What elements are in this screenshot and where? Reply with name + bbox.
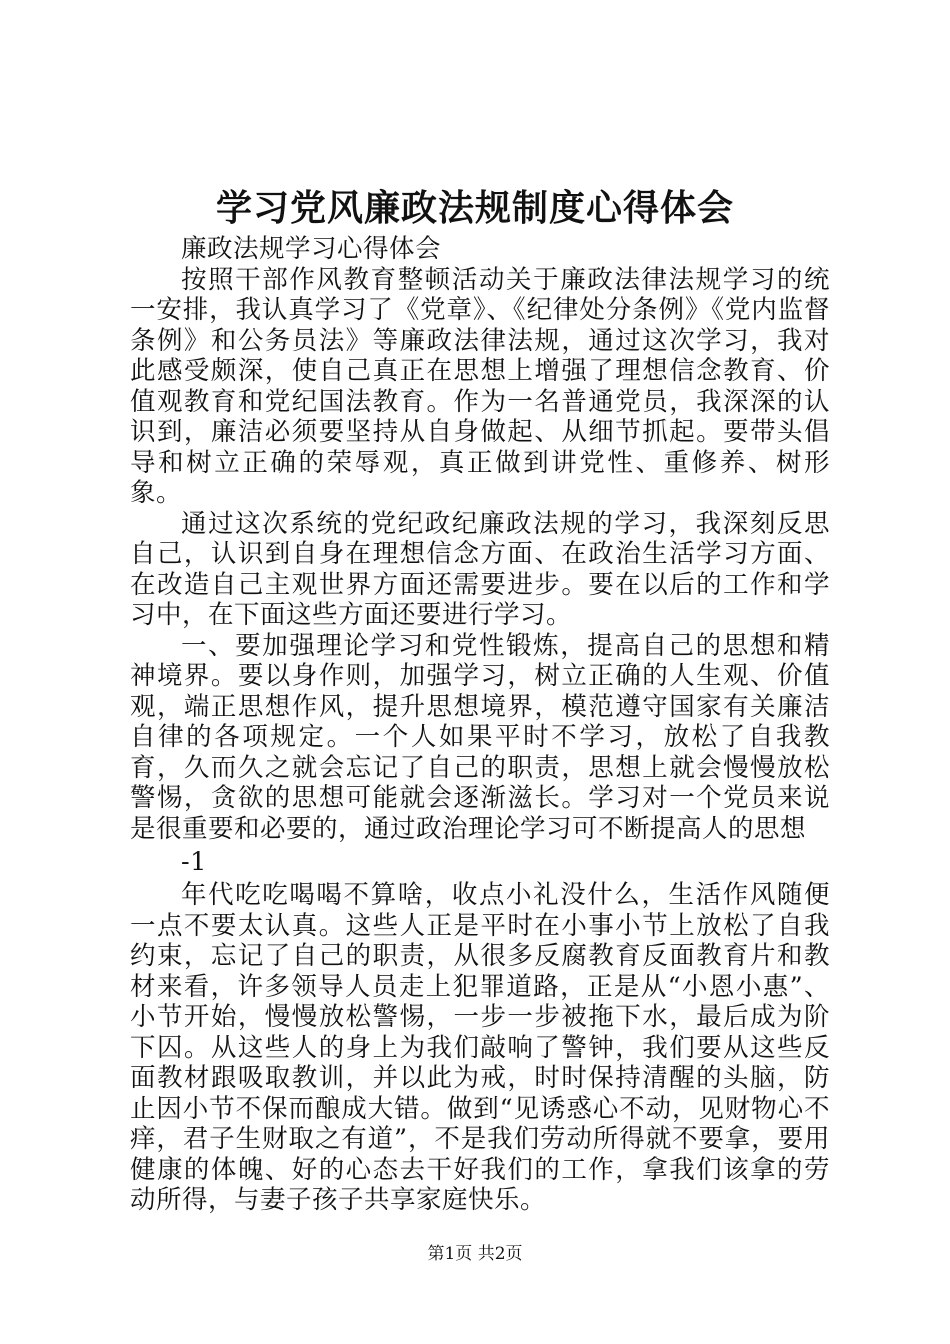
paragraph: 按照干部作风教育整顿活动关于廉政法律法规学习的统一安排，我认真学习了《党章》、《纪律处分条例》《党内监督条例》和公务员法》等廉政法律法规，通过这次学习，我对此感受颇深，使自己真正在思想上增强了理想信念教育、价值观教育和党纪国法教育。作为一名普通党员，我深深的认识到，廉洁必须要坚持从自身做起、从细节抓起。要带头倡导和树立正确的荣辱观，真正做到讲党性、重修养、树形象。 [130, 264, 830, 508]
page-break-marker: -1 [181, 847, 207, 877]
paragraph: 一、要加强理论学习和党性锻炼，提高自己的思想和精神境界。要以身作则，加强学习，树立正确的人生观、价值观，端正思想作风，提升思想境界，模范遵守国家有关廉洁自律的各项规定。一个人如果平时不学习，放松了自我教育，久而久之就会忘记了自己的职责，思想上就会慢慢放松警惕，贪欲的思想可能就会逐渐滋长。学习对一个党员来说是很重要和必要的，通过政治理论学习可不断提高人的思想 [130, 630, 830, 844]
document-body [130, 234, 830, 1216]
paragraph: 年代吃吃喝喝不算啥，收点小礼没什么，生活作风随便一点不要太认真。这些人正是平时在小事小节上放松了自我约束，忘记了自己的职责，从很多反腐教育反面教育片和教材来看，许多领导人员走上犯罪道路，正是从“小恩小惠”、小节开始，慢慢放松警惕，一步一步被拖下水，最后成为阶下囚。从这些人的身上为我们敲响了警钟，我们要从这些反面教材跟吸取教训，并以此为戒，时时保持清醒的头脑，防止因小节不保而酿成大错。做到“见诱惑心不动，见财物心不痒，君子生财取之有道”，不是我们劳动所得就不要拿，要用健康的体魄、好的心态去干好我们的工作，拿我们该拿的劳动所得，与妻子孩子共享家庭快乐。 [130, 880, 830, 1215]
document-title: 学习党风廉政法规制度心得体会 [215, 187, 734, 229]
paragraph: 通过这次系统的党纪政纪廉政法规的学习，我深刻反思自己，认识到自身在理想信念方面、在政治生活学习方面、在改造自己主观世界方面还需要进步。要在以后的工作和学习中，在下面这些方面还要进行学习。 [130, 508, 830, 630]
page-footer: 第1页 共2页 [427, 1244, 523, 1264]
paragraph-subtitle: 廉政法规学习心得体会 [181, 234, 442, 264]
